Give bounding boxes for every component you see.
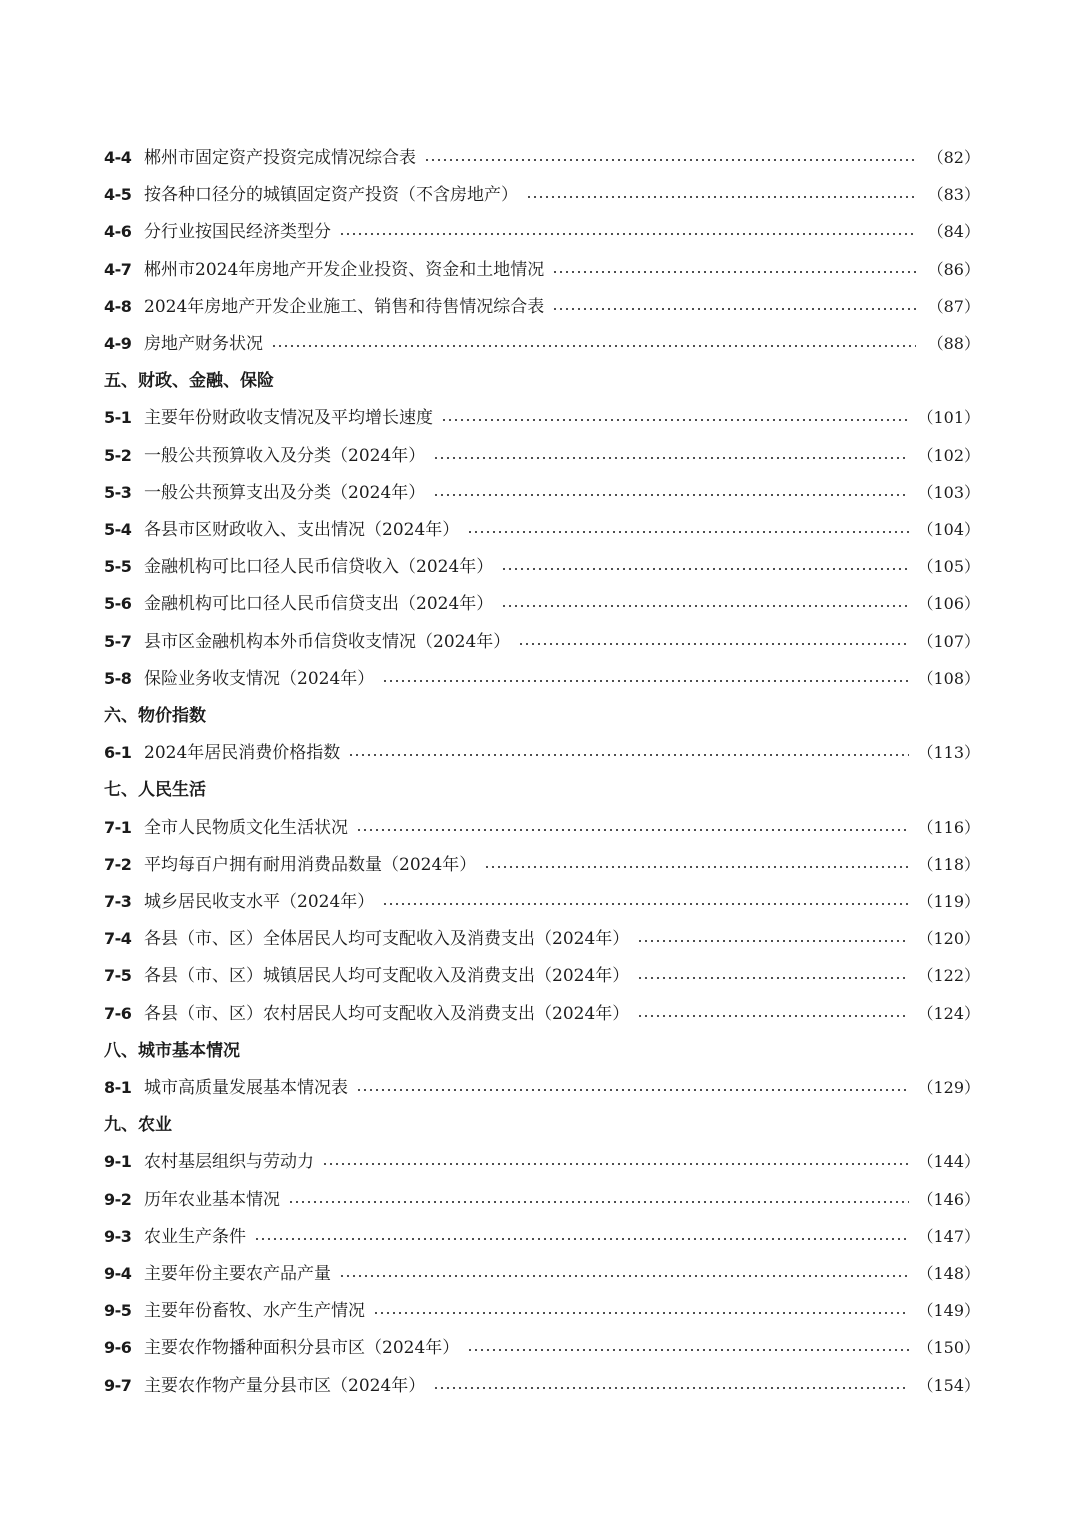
- dot-leader: [518, 643, 909, 645]
- toc-page-number: （119）: [917, 892, 980, 911]
- toc-page-number: （124）: [917, 1003, 980, 1023]
- toc-entry-number: 4-7: [104, 259, 132, 279]
- toc-page-number: （118）: [917, 854, 980, 874]
- toc-entry-number: 4-5: [104, 185, 132, 205]
- toc-entry[interactable]: [104, 216, 980, 248]
- toc-page-number: （113）: [917, 743, 980, 763]
- toc-entry-number: 5-7: [104, 631, 132, 651]
- toc-entry[interactable]: [104, 1332, 980, 1364]
- dot-leader: [501, 605, 909, 607]
- toc-entry-number: 8-1: [104, 1078, 132, 1097]
- toc-entry-number: 5-6: [104, 594, 132, 614]
- dot-leader: [271, 345, 916, 347]
- dot-leader: [484, 866, 909, 868]
- toc-entry-title: 各县（市、区）全体居民人均可支配收入及消费支出（2024年）: [144, 929, 630, 950]
- toc-entry[interactable]: [104, 1146, 980, 1178]
- toc-page-number: （83）: [927, 185, 980, 205]
- toc-entry[interactable]: [104, 179, 980, 211]
- toc-entry-number: 5-5: [104, 557, 132, 577]
- toc-page-number: （116）: [917, 817, 980, 837]
- toc-page-number: （82）: [927, 148, 980, 167]
- toc-section-heading: [104, 1109, 980, 1141]
- dot-leader: [433, 494, 909, 496]
- toc-entry-title: 农村基层组织与劳动力: [144, 1152, 314, 1173]
- dot-leader: [552, 271, 916, 273]
- toc-entry-number: 4-8: [104, 296, 132, 316]
- toc-page-number: （103）: [917, 482, 980, 502]
- toc-entry[interactable]: [104, 402, 980, 434]
- toc-entry-title: 城乡居民收支水平（2024年）: [144, 892, 375, 912]
- toc-entry-title: 主要农作物产量分县市区（2024年）: [144, 1375, 426, 1396]
- toc-page-number: （102）: [917, 445, 980, 465]
- dot-leader: [356, 1089, 909, 1091]
- dot-leader: [339, 233, 916, 235]
- dot-leader: [637, 977, 909, 979]
- toc-page-number: （87）: [927, 296, 980, 316]
- dot-leader: [637, 940, 909, 942]
- toc-page-number: （108）: [917, 668, 980, 688]
- toc-entry-number: 5-8: [104, 668, 132, 688]
- toc-entry[interactable]: [104, 142, 980, 174]
- toc-entry[interactable]: [104, 440, 980, 472]
- toc-entry-title: 保险业务收支情况（2024年）: [144, 668, 375, 689]
- toc-entry-title: 城市高质量发展基本情况表: [144, 1078, 348, 1098]
- dot-leader: [467, 531, 909, 533]
- toc-entry-number: 5-2: [104, 445, 132, 465]
- toc-entry[interactable]: [104, 998, 980, 1030]
- toc-entry-number: 9-1: [104, 1152, 132, 1172]
- toc-entry-title: 分行业按国民经济类型分: [144, 222, 331, 243]
- dot-leader: [322, 1163, 909, 1165]
- toc-entry-title: 金融机构可比口径人民币信贷支出（2024年）: [144, 594, 494, 615]
- toc-section-heading: [104, 1035, 980, 1067]
- toc-page-number: （106）: [917, 594, 980, 614]
- dot-leader: [356, 829, 909, 831]
- toc-entry[interactable]: [104, 663, 980, 695]
- section-title: 七、人民生活: [104, 780, 206, 801]
- dot-leader: [501, 568, 909, 570]
- toc-page-number: （105）: [917, 557, 980, 577]
- toc-entry-title: 主要农作物播种面积分县市区（2024年）: [144, 1338, 460, 1359]
- toc-entry-number: 4-9: [104, 334, 132, 353]
- toc-entry-title: 历年农业基本情况: [144, 1189, 280, 1210]
- toc-entry[interactable]: [104, 626, 980, 658]
- toc-entry-number: 9-4: [104, 1264, 132, 1283]
- dot-leader: [433, 1387, 909, 1389]
- dot-leader: [254, 1238, 909, 1240]
- toc-entry-number: 5-1: [104, 408, 132, 428]
- toc-entry-title: 各县（市、区）农村居民人均可支配收入及消费支出（2024年）: [144, 1003, 630, 1024]
- toc-page-number: （104）: [917, 520, 980, 539]
- section-title: 五、财政、金融、保险: [104, 371, 274, 392]
- toc-page-number: （148）: [917, 1264, 980, 1283]
- toc-entry-title: 郴州市2024年房地产开发企业投资、资金和土地情况: [144, 259, 545, 280]
- toc-entry-title: 房地产财务状况: [144, 334, 263, 354]
- toc-entry[interactable]: [104, 923, 980, 955]
- toc-page-number: （129）: [917, 1078, 980, 1097]
- toc-entry[interactable]: [104, 254, 980, 286]
- toc-entry-number: 5-4: [104, 520, 132, 539]
- dot-leader: [382, 903, 909, 905]
- toc-entry[interactable]: [104, 1295, 980, 1327]
- toc-entry-number: 7-6: [104, 1003, 132, 1023]
- toc-entry[interactable]: [104, 514, 980, 546]
- toc-entry[interactable]: [104, 588, 980, 620]
- toc-entry-title: 主要年份畜牧、水产生产情况: [144, 1301, 365, 1322]
- dot-leader: [441, 419, 909, 421]
- toc-entry[interactable]: [104, 1184, 980, 1216]
- toc-entry-title: 主要年份财政收支情况及平均增长速度: [144, 408, 433, 429]
- toc-entry-number: 9-2: [104, 1189, 132, 1209]
- toc-entry-number: 9-3: [104, 1226, 132, 1246]
- dot-leader: [526, 196, 916, 198]
- toc-entry-number: 7-3: [104, 892, 132, 911]
- section-title: 九、农业: [104, 1115, 172, 1136]
- toc-entry-title: 2024年居民消费价格指数: [144, 743, 341, 764]
- toc-entry-number: 7-1: [104, 817, 132, 837]
- toc-page-number: （122）: [917, 966, 980, 986]
- toc-entry-number: 9-5: [104, 1301, 132, 1321]
- dot-leader: [433, 457, 909, 459]
- toc-entry[interactable]: [104, 1370, 980, 1402]
- toc-entry-number: 7-5: [104, 966, 132, 986]
- toc-entry[interactable]: [104, 886, 980, 918]
- toc-entry-title: 主要年份主要农产品产量: [144, 1264, 331, 1284]
- toc-entry[interactable]: [104, 1221, 980, 1253]
- dot-leader: [339, 1275, 909, 1277]
- toc-entry[interactable]: [104, 737, 980, 769]
- toc-entry[interactable]: [104, 849, 980, 881]
- dot-leader: [382, 680, 909, 682]
- toc-page-number: （120）: [917, 929, 980, 949]
- toc-page-number: （146）: [917, 1189, 980, 1209]
- toc-entry-number: 6-1: [104, 743, 132, 763]
- toc-page-number: （88）: [927, 334, 980, 353]
- toc-entry-number: 4-4: [104, 148, 132, 167]
- toc-entry-title: 县市区金融机构本外币信贷收支情况（2024年）: [144, 631, 511, 652]
- dot-leader: [467, 1349, 909, 1351]
- toc-entry-title: 农业生产条件: [144, 1226, 246, 1247]
- toc-entry[interactable]: [104, 1072, 980, 1104]
- toc-entry-title: 各县（市、区）城镇居民人均可支配收入及消费支出（2024年）: [144, 966, 630, 987]
- dot-leader: [552, 308, 916, 310]
- toc-page-number: （101）: [917, 408, 980, 428]
- toc-entry-title: 全市人民物质文化生活状况: [144, 817, 348, 838]
- toc-entry[interactable]: [104, 812, 980, 844]
- toc-page-number: （149）: [917, 1301, 980, 1321]
- dot-leader: [637, 1015, 909, 1017]
- toc-entry-title: 各县市区财政收入、支出情况（2024年）: [144, 520, 460, 540]
- toc-page-number: （144）: [917, 1152, 980, 1172]
- toc-entry[interactable]: [104, 477, 980, 509]
- dot-leader: [288, 1201, 909, 1203]
- toc-entry[interactable]: [104, 960, 980, 992]
- toc-entry[interactable]: [104, 551, 980, 583]
- toc-entry-title: 平均每百户拥有耐用消费品数量（2024年）: [144, 854, 477, 875]
- toc-section-heading: [104, 365, 980, 397]
- toc-entry-number: 5-3: [104, 482, 132, 502]
- toc-entry[interactable]: [104, 291, 980, 323]
- toc-entry-title: 金融机构可比口径人民币信贷收入（2024年）: [144, 557, 494, 578]
- dot-leader: [348, 754, 909, 756]
- toc-page-number: （147）: [917, 1226, 980, 1246]
- toc-entry-title: 2024年房地产开发企业施工、销售和待售情况综合表: [144, 296, 545, 317]
- section-title: 八、城市基本情况: [104, 1040, 240, 1061]
- toc-section-heading: [104, 700, 980, 732]
- toc-entry-number: 7-4: [104, 929, 132, 949]
- toc-entry-number: 4-6: [104, 222, 132, 242]
- toc-page-number: （150）: [917, 1338, 980, 1358]
- section-title: 六、物价指数: [104, 706, 206, 726]
- toc-page-number: （84）: [927, 222, 980, 242]
- toc-entry-title: 一般公共预算支出及分类（2024年）: [144, 482, 426, 503]
- toc-entry[interactable]: [104, 328, 980, 360]
- toc-entry-title: 郴州市固定资产投资完成情况综合表: [144, 148, 416, 168]
- toc-page-number: （86）: [927, 259, 980, 279]
- toc-section-heading: [104, 774, 980, 806]
- toc-entry[interactable]: [104, 1258, 980, 1290]
- toc-page-number: （107）: [917, 631, 980, 651]
- toc-entry-number: 9-6: [104, 1338, 132, 1358]
- toc-page-number: （154）: [917, 1375, 980, 1395]
- toc-entry-number: 7-2: [104, 854, 132, 874]
- toc-entry-title: 一般公共预算收入及分类（2024年）: [144, 445, 426, 466]
- toc-entry-title: 按各种口径分的城镇固定资产投资（不含房地产）: [144, 185, 518, 206]
- dot-leader: [373, 1312, 909, 1314]
- dot-leader: [424, 159, 916, 161]
- toc-entry-number: 9-7: [104, 1375, 132, 1395]
